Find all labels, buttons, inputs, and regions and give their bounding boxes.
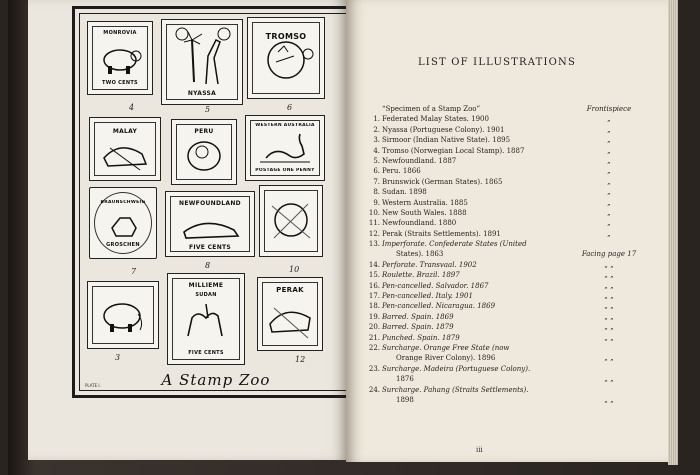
list-item	[364, 333, 654, 343]
list-item-number: 6.	[373, 167, 380, 176]
list-item-title: Punched. Spain. 1879	[382, 333, 460, 342]
stamp-new-south-wales	[259, 185, 323, 257]
stamp-text: SUDAN	[195, 292, 217, 298]
list-item-page: „	[607, 198, 611, 207]
list-item-title: Federated Malay States. 1900	[382, 115, 489, 124]
list-item	[364, 114, 654, 124]
plate-number: 8	[205, 261, 211, 270]
list-item-title: Nyassa (Portuguese Colony). 1901	[382, 125, 505, 134]
stamp-text: WESTERN AUSTRALIA	[255, 123, 315, 128]
page-number: iii	[476, 446, 483, 454]
plate-number: 6	[287, 103, 293, 112]
list-item-title: Surcharge. Pahang (Straits Settlements).	[382, 385, 529, 394]
list-item	[364, 208, 654, 218]
list-item-title: 1876	[396, 375, 414, 384]
stamp-text: GROSCHEN	[106, 242, 140, 248]
list-item-page: „ „	[604, 260, 614, 269]
stamp-text: TROMSO	[265, 32, 307, 41]
plate-caption: A Stamp Zoo	[161, 371, 271, 389]
list-item-title: Barred. Spain. 1879	[382, 323, 454, 332]
list-item-title: Roulette. Brazil. 1897	[382, 271, 460, 280]
plate-label: PLATE I.	[85, 383, 101, 388]
list-item-title: Pen-cancelled. Italy. 1901	[382, 292, 473, 301]
list-item-page: „ „	[604, 395, 614, 404]
list-item-title: Sudan. 1898	[382, 188, 427, 197]
list-item-title: 1898	[396, 395, 414, 404]
list-item-number: 3.	[373, 136, 380, 145]
plate-number: 5	[205, 105, 211, 114]
stamp-text: FIVE CENTS	[188, 350, 224, 356]
list-item	[364, 146, 654, 156]
list-item	[364, 125, 654, 135]
list-item-number: 16.	[368, 281, 380, 290]
list-item-title: Perforate. Transvaal. 1902	[382, 260, 477, 269]
list-item-number: 21.	[368, 333, 380, 342]
list-item-title: Tromso (Norwegian Local Stamp). 1887	[382, 146, 525, 155]
stamp-text: FIVE CENTS	[188, 244, 232, 251]
list-item-number: 2.	[373, 125, 380, 134]
list-item	[364, 270, 654, 280]
list-item-number: 23.	[368, 364, 380, 373]
list-item	[364, 104, 654, 114]
stamp-text: NYASSA	[187, 90, 217, 97]
list-item	[364, 353, 654, 363]
list-item	[364, 322, 654, 332]
list-item-page: „	[607, 115, 611, 124]
plate-number: 7	[131, 267, 137, 276]
list-item-title: Sirmoor (Indian Native State). 1895	[382, 136, 511, 145]
list-item-title: Perak (Straits Settlements). 1891	[382, 229, 501, 238]
list-item-title: Peru. 1866	[382, 167, 421, 176]
list-item-number: 1.	[373, 115, 380, 124]
list-item-number: 11.	[368, 219, 380, 228]
list-item	[364, 281, 654, 291]
list-item	[364, 229, 654, 239]
list-item	[364, 249, 654, 259]
stamp-liberia-hippo	[87, 21, 153, 95]
list-item	[364, 291, 654, 301]
list-item-title: New South Wales. 1888	[382, 208, 467, 217]
list-item-title: Newfoundland. 1887	[382, 156, 457, 165]
list-item-number: 24.	[368, 385, 380, 394]
list-item-page: „	[607, 156, 611, 165]
plate-number: 4	[129, 103, 135, 112]
list-item-page: „ „	[604, 323, 614, 332]
stamp-text: MILLIEME	[188, 282, 224, 289]
list-item-number: 5.	[373, 156, 380, 165]
list-item-page: „ „	[604, 375, 614, 384]
list-item-title: Newfoundland. 1880	[382, 219, 457, 228]
list-item-page: „ „	[604, 333, 614, 342]
list-item	[364, 312, 654, 322]
stamp-malay-tiger	[89, 117, 161, 181]
list-item	[364, 156, 654, 166]
list-item-title: Orange River Colony). 1896	[396, 354, 496, 363]
stamp-text: TWO CENTS	[102, 80, 138, 86]
list-item-number: 17.	[368, 292, 380, 301]
list-item-title: Western Australia. 1885	[382, 198, 468, 207]
stamp-text: BRAUNSCHWEIG	[100, 200, 146, 205]
list-item-number: 4.	[373, 146, 380, 155]
list-item-page: „ „	[604, 281, 614, 290]
list-item-page: „ „	[604, 292, 614, 301]
list-item	[364, 135, 654, 145]
list-item-number: 14.	[368, 260, 380, 269]
plate-number: 12	[295, 355, 306, 364]
list-item-title: Pen-cancelled. Salvador. 1867	[382, 281, 489, 290]
stamp-tromso-reindeer	[247, 17, 325, 99]
list-item-title: Barred. Spain. 1869	[382, 312, 454, 321]
illustration-list	[364, 104, 654, 405]
left-page	[28, 0, 346, 460]
right-page	[346, 0, 668, 462]
list-item-page: „	[607, 146, 611, 155]
list-item-title: Surcharge. Madeira (Portuguese Colony).	[382, 364, 531, 373]
list-item-page: „	[607, 167, 611, 176]
list-item	[364, 374, 654, 384]
list-item	[364, 187, 654, 197]
list-item-number: 22.	[368, 343, 380, 352]
list-item-number: 15.	[368, 271, 380, 280]
list-item-page: „	[607, 208, 611, 217]
stamp-sudan-camel	[167, 273, 245, 365]
list-item-page: „	[607, 136, 611, 145]
list-item-title: Imperforate. Confederate States (United	[382, 240, 527, 249]
list-item-page: „ „	[604, 354, 614, 363]
list-item-number: 12.	[368, 229, 380, 238]
plate-number: 10	[289, 265, 300, 274]
list-item-number: 13.	[368, 240, 380, 249]
list-item-title: Brunswick (German States). 1865	[382, 177, 503, 186]
page-title: LIST OF ILLUSTRATIONS	[417, 57, 577, 68]
plate-number: 3	[115, 353, 121, 362]
list-item-page: „ „	[604, 312, 614, 321]
stamp-text: MALAY	[112, 128, 138, 135]
stamp-peru-llama	[171, 119, 237, 185]
list-item	[364, 395, 654, 405]
list-item-page: „	[607, 229, 611, 238]
list-item-number: 20.	[368, 323, 380, 332]
list-item-title: Pen-cancelled. Nicaragua. 1869	[382, 302, 496, 311]
list-item-page: Frontispiece	[586, 105, 632, 113]
list-item-number: 7.	[373, 177, 380, 186]
list-item	[364, 239, 654, 249]
list-item	[364, 260, 654, 270]
stamp-text: MONROVIA	[103, 30, 137, 36]
list-item	[364, 218, 654, 228]
list-item-title: Surcharge. Orange Free State (now	[382, 343, 510, 352]
stamp-text: PERU	[194, 128, 214, 135]
list-item-number: 18.	[368, 302, 380, 311]
stamp-western-australia-swan	[245, 115, 325, 181]
stamp-brunswick-horse	[89, 187, 157, 259]
list-item	[364, 177, 654, 187]
list-item-page: „	[607, 188, 611, 197]
list-item-page: Facing page 17	[581, 250, 637, 259]
stamp-nyassa-giraffe	[161, 19, 243, 105]
list-item-number: 8.	[373, 188, 380, 197]
list-item-page: „	[607, 219, 611, 228]
stamp-perak-tiger	[257, 277, 323, 351]
list-item-number: 19.	[368, 312, 380, 321]
list-item-page: „	[607, 125, 611, 134]
list-item-number: 10.	[368, 208, 380, 217]
list-item	[364, 343, 654, 353]
list-item-page: „	[607, 177, 611, 186]
stamp-newfoundland-seal	[165, 191, 255, 257]
list-item-page: „ „	[604, 271, 614, 280]
list-item	[364, 301, 654, 311]
stamp-text: POSTAGE ONE PENNY	[255, 168, 315, 173]
list-item-number: 9.	[373, 198, 380, 207]
list-item	[364, 198, 654, 208]
stamp-text: PERAK	[276, 286, 304, 294]
list-item-page: „ „	[604, 302, 614, 311]
list-item-title: “Specimen of a Stamp Zoo”	[382, 105, 481, 113]
list-item	[364, 166, 654, 176]
stamp-text: NEWFOUNDLAND	[179, 200, 241, 207]
stamp-plate	[72, 6, 346, 398]
list-item	[364, 385, 654, 395]
page-edge	[668, 0, 678, 465]
stamp-sirmoor-elephant	[87, 281, 159, 349]
list-item-title: States). 1863	[396, 250, 444, 259]
list-item	[364, 364, 654, 374]
